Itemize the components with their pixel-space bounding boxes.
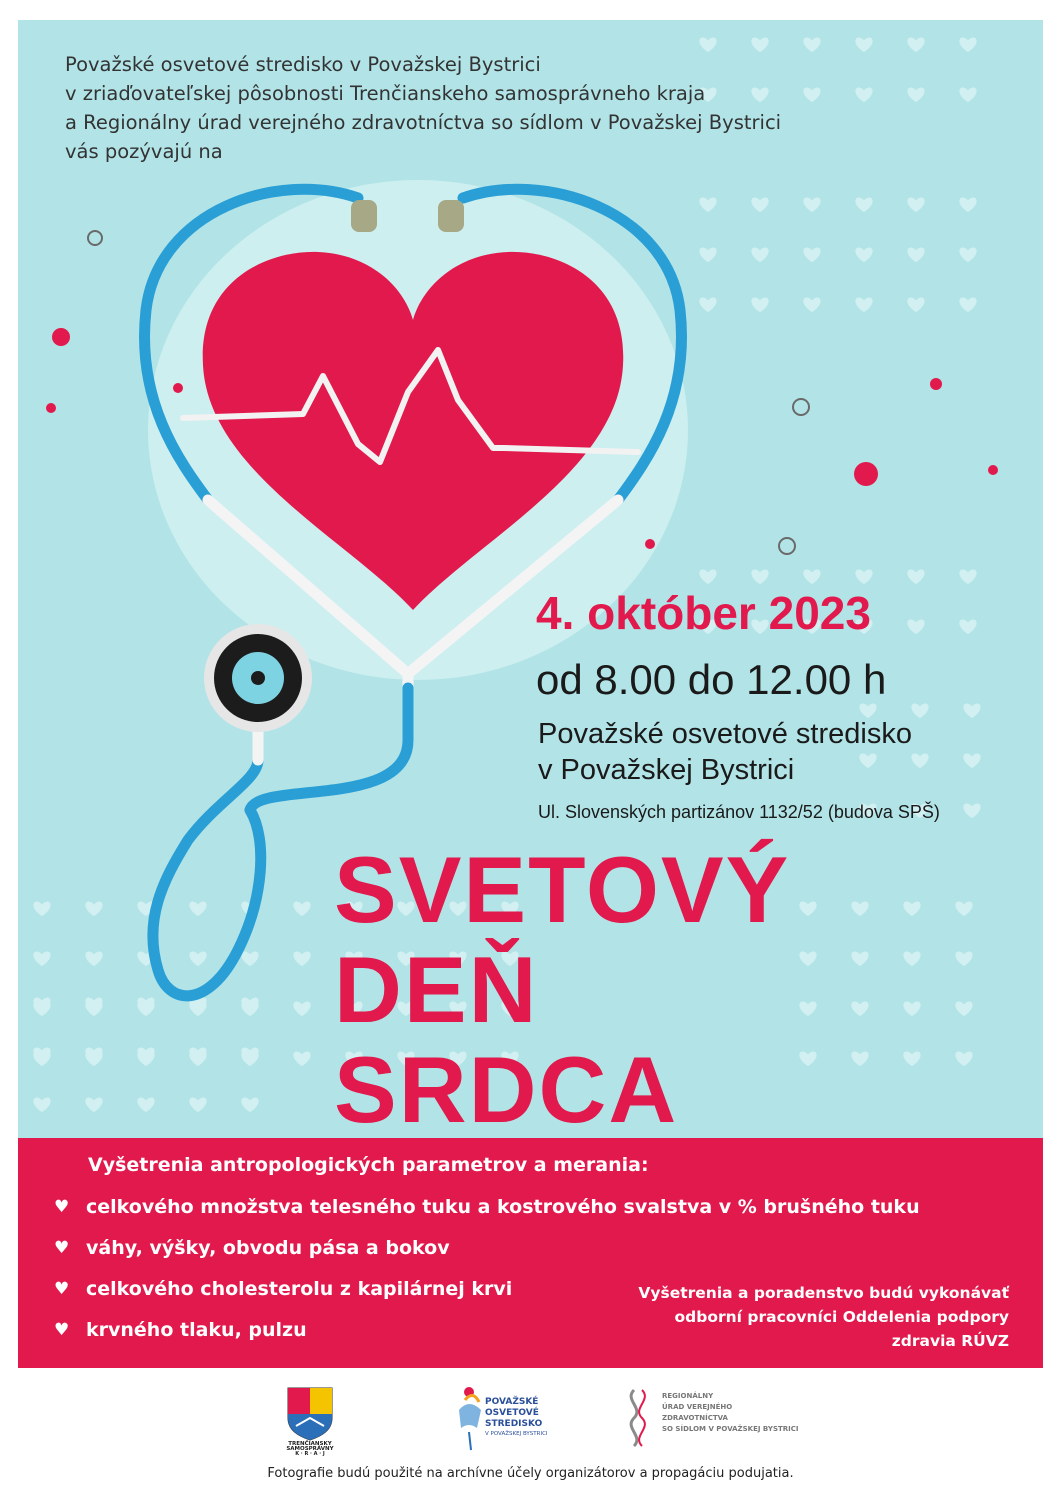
decor-dot — [173, 383, 183, 393]
footer-note: Fotografie budú použité na archívne účely organizátorov a propagáciu podujatia. — [267, 1466, 794, 1481]
title-line: SVETOVÝ — [334, 837, 791, 942]
intro-line: vás pozývajú na — [65, 140, 223, 163]
event-venue — [538, 716, 1038, 788]
earpiece-left — [351, 200, 377, 232]
list-item-label: váhy, výšky, obvodu pása a bokov — [86, 1237, 450, 1259]
examinations-section — [18, 1138, 1043, 1368]
list-item-label: krvného tlaku, pulzu — [86, 1319, 307, 1341]
list-item-label: celkového množstva telesného tuku a kostrového svalstva v % brušného tuku — [86, 1196, 920, 1218]
trenciansky-kraj-logo — [280, 1384, 340, 1456]
tsk-line: TRENČIANSKY — [288, 1441, 332, 1447]
decor-ring — [779, 538, 795, 554]
intro-line: Považské osvetové stredisko v Považskej Bystrici — [65, 53, 541, 76]
heart-icon: ♥ — [54, 1238, 70, 1258]
decor-ring — [793, 399, 809, 415]
event-time: od 8.00 do 12.00 h — [536, 656, 887, 703]
event-title — [334, 837, 894, 1138]
tsk-line: SAMOSPRÁVNY — [286, 1446, 334, 1452]
heart-icon: ♥ — [54, 1320, 70, 1340]
event-date: 4. október 2023 — [536, 587, 871, 639]
list-item — [54, 1196, 920, 1237]
intro-line: a Regionálny úrad verejného zdravotníctva so sídlom v Považskej Bystrici — [65, 111, 782, 134]
decor-dot — [930, 378, 942, 390]
ruvz-line: SO SÍDLOM V POVAŽSKEJ BYSTRICI — [662, 1425, 799, 1433]
ruvz-line: ÚRAD VEREJNÉHO — [662, 1403, 733, 1411]
decor-dot — [854, 462, 878, 486]
chestpiece-center — [251, 671, 265, 685]
ruvz-line: ZDRAVOTNÍCTVA — [662, 1414, 728, 1422]
venue-line: Považské osvetové stredisko — [538, 718, 912, 750]
list-item-label: celkového cholesterolu z kapilárnej krvi — [86, 1278, 513, 1300]
decor-dot — [52, 328, 70, 346]
heart-icon: ♥ — [54, 1197, 70, 1217]
pos-line: STREDISKO — [485, 1419, 543, 1429]
povazske-osvetove-stredisko-logo — [455, 1382, 565, 1456]
intro-line: v zriaďovateľskej pôsobnosti Trenčianskeho samosprávneho kraja — [65, 82, 706, 105]
event-address: Ul. Slovenských partizánov 1132/52 (budova SPŠ) — [538, 802, 940, 822]
poster-top-section — [18, 20, 1043, 1138]
pos-line: OSVETOVÉ — [485, 1408, 539, 1418]
title-line: SRDCA — [334, 1037, 679, 1138]
partner-logos — [0, 1380, 1061, 1460]
decor-dot — [46, 403, 56, 413]
ruvz-line: REGIONÁLNY — [662, 1392, 714, 1400]
examinations-heading: Vyšetrenia antropologických parametrov a merania: — [88, 1154, 649, 1176]
pos-line: V POVAŽSKEJ BYSTRICI — [485, 1431, 548, 1437]
ruvz-logo — [620, 1384, 820, 1454]
examinations-note — [589, 1281, 1009, 1353]
pos-line: POVAŽSKÉ — [485, 1397, 539, 1407]
list-item — [54, 1237, 920, 1278]
title-line: DEŇ — [334, 937, 539, 1042]
heart-icon: ♥ — [54, 1279, 70, 1299]
venue-line: v Považskej Bystrici — [538, 754, 795, 786]
decor-ring — [88, 231, 102, 245]
decor-dot — [645, 539, 655, 549]
note-line: zdravia RÚVZ — [891, 1332, 1009, 1350]
decor-dot — [988, 465, 998, 475]
earpiece-right — [438, 200, 464, 232]
note-line: odborní pracovníci Oddelenia podpory — [674, 1308, 1009, 1326]
tsk-line: K · R · A · J — [295, 1451, 325, 1456]
note-line: Vyšetrenia a poradenstvo budú vykonávať — [638, 1284, 1009, 1302]
